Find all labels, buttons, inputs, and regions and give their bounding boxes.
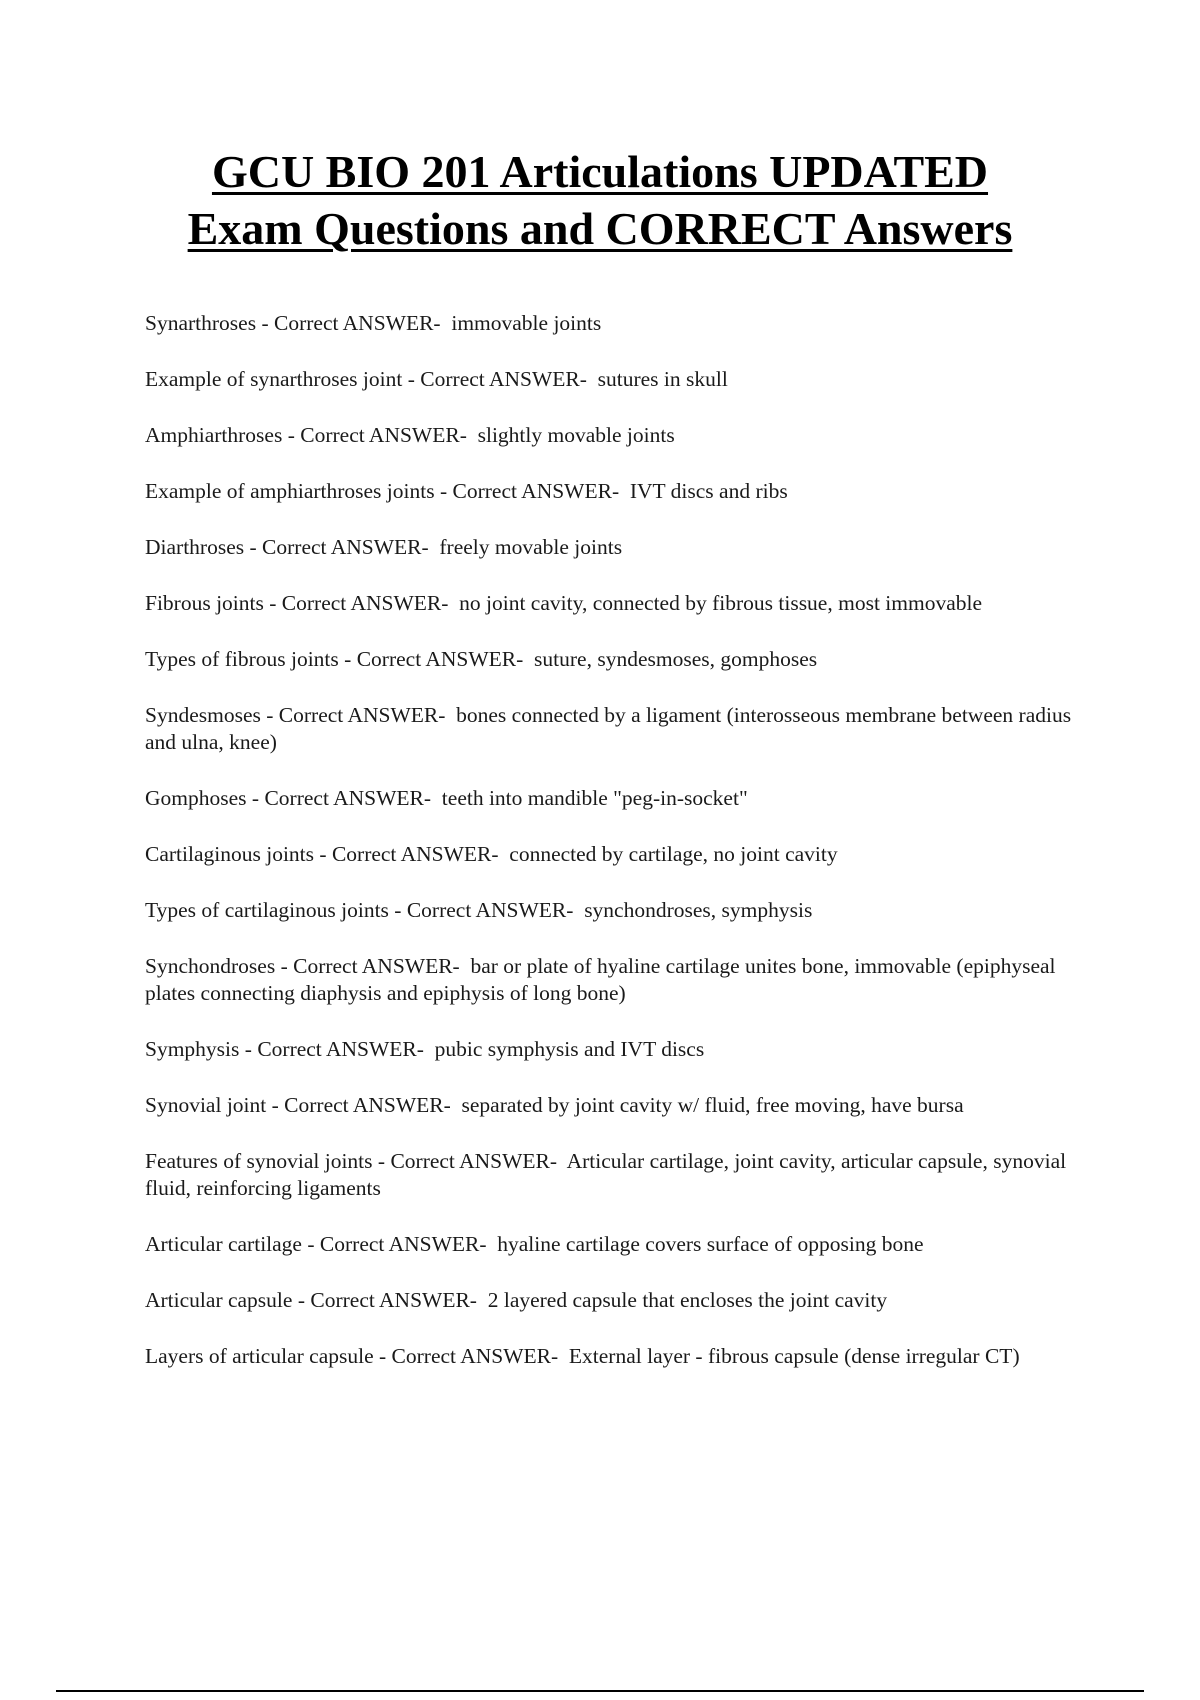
qa-entry: Symphysis - Correct ANSWER- pubic symphysis and IVT discs — [145, 1037, 705, 1061]
qa-entry: Articular cartilage - Correct ANSWER- hyaline cartilage covers surface of opposing bone — [145, 1232, 924, 1256]
qa-entry: Layers of articular capsule - Correct ANSWER- External layer - fibrous capsule (dense irregular CT) — [145, 1344, 1020, 1368]
qa-entry: Diarthroses - Correct ANSWER- freely movable joints — [145, 535, 623, 559]
qa-list — [145, 310, 1095, 1399]
entry-term: Synovial joint — [145, 1093, 267, 1117]
qa-entry: Synchondroses - Correct ANSWER- bar or plate of hyaline cartilage unites bone, immovable (epiphyseal plates connecting diaphysis and epiphysis of long bone) — [145, 954, 1056, 1005]
answer-marker: Correct ANSWER- — [420, 367, 587, 391]
entry-term: Diarthroses — [145, 535, 245, 559]
entry-term: Synchondroses — [145, 954, 276, 978]
entry-answer: hyaline cartilage covers surface of opposing bone — [497, 1232, 924, 1256]
entry-term: Symphysis — [145, 1037, 240, 1061]
answer-marker: Correct ANSWER- — [356, 647, 524, 671]
entry-term: Syndesmoses — [145, 703, 261, 727]
answer-marker: Correct ANSWER- — [310, 1288, 477, 1312]
answer-marker: Correct ANSWER- — [264, 786, 432, 810]
qa-entry: Gomphoses - Correct ANSWER- teeth into mandible "peg-in-socket" — [145, 786, 748, 810]
entry-term: Articular capsule — [145, 1288, 293, 1312]
entry-answer: IVT discs and ribs — [629, 479, 788, 503]
entry-term: Example of synarthroses joint — [145, 367, 403, 391]
entry-answer: separated by joint cavity w/ fluid, free moving, have bursa — [461, 1093, 964, 1117]
answer-marker: Correct ANSWER- — [300, 423, 467, 447]
qa-entry: Cartilaginous joints - Correct ANSWER- connected by cartilage, no joint cavity — [145, 842, 838, 866]
answer-marker: Correct ANSWER- — [391, 1344, 559, 1368]
qa-entry: Syndesmoses - Correct ANSWER- bones connected by a ligament (interosseous membrane between radius and ulna, knee) — [145, 703, 1072, 754]
entry-answer: synchondroses, symphysis — [584, 898, 813, 922]
entry-answer: bones connected by a ligament (interosseous membrane between radius and ulna, knee) — [145, 703, 1072, 754]
answer-marker: Correct ANSWER- — [319, 1232, 487, 1256]
answer-marker: Correct ANSWER- — [331, 842, 499, 866]
answer-marker: Correct ANSWER- — [274, 311, 441, 335]
entry-term: Articular cartilage — [145, 1232, 302, 1256]
qa-entry: Types of cartilaginous joints - Correct ANSWER- synchondroses, symphysis — [145, 898, 813, 922]
entry-answer: bar or plate of hyaline cartilage unites bone, immovable (epiphyseal plates connecting diaphysis and epiphysis of long bone) — [145, 954, 1056, 1005]
entry-term: Fibrous joints — [145, 591, 264, 615]
entry-term: Amphiarthroses — [145, 423, 283, 447]
qa-entry: Example of synarthroses joint - Correct ANSWER- sutures in skull — [145, 367, 728, 391]
qa-entry: Synovial joint - Correct ANSWER- separated by joint cavity w/ fluid, free moving, have bursa — [145, 1093, 964, 1117]
entry-term: Types of fibrous joints — [145, 647, 339, 671]
entry-answer: immovable joints — [451, 311, 602, 335]
entry-answer: suture, syndesmoses, gomphoses — [534, 647, 818, 671]
title-line-2: Exam Questions and CORRECT Answers — [187, 203, 1013, 254]
entry-answer: connected by cartilage, no joint cavity — [509, 842, 838, 866]
answer-marker: Correct ANSWER- — [278, 703, 446, 727]
entry-answer: External layer - fibrous capsule (dense irregular CT) — [568, 1344, 1020, 1368]
qa-entry: Articular capsule - Correct ANSWER- 2 layered capsule that encloses the joint cavity — [145, 1288, 888, 1312]
answer-marker: Correct ANSWER- — [257, 1037, 424, 1061]
document-title — [0, 143, 1200, 257]
entry-answer: teeth into mandible "peg-in-socket" — [441, 786, 748, 810]
entry-answer: freely movable joints — [439, 535, 623, 559]
answer-marker: Correct ANSWER- — [262, 535, 429, 559]
entry-answer: sutures in skull — [597, 367, 728, 391]
answer-marker: Correct ANSWER- — [452, 479, 620, 503]
answer-marker: Correct ANSWER- — [284, 1093, 451, 1117]
entry-answer: slightly movable joints — [477, 423, 675, 447]
entry-term: Synarthroses — [145, 311, 257, 335]
qa-entry: Example of amphiarthroses joints - Correct ANSWER- IVT discs and ribs — [145, 479, 788, 503]
qa-entry: Synarthroses - Correct ANSWER- immovable joints — [145, 311, 602, 335]
entry-term: Example of amphiarthroses joints — [145, 479, 435, 503]
title-line-1: GCU BIO 201 Articulations UPDATED — [211, 146, 989, 197]
qa-entry: Types of fibrous joints - Correct ANSWER- suture, syndesmoses, gomphoses — [145, 647, 818, 671]
qa-entry: Fibrous joints - Correct ANSWER- no joint cavity, connected by fibrous tissue, most immovable — [145, 591, 983, 615]
entry-term: Layers of articular capsule — [145, 1344, 374, 1368]
answer-marker: Correct ANSWER- — [390, 1149, 558, 1173]
entry-term: Features of synovial joints — [145, 1149, 373, 1173]
answer-marker: Correct ANSWER- — [293, 954, 460, 978]
footer-divider — [56, 1690, 1144, 1692]
qa-entry: Features of synovial joints - Correct ANSWER- Articular cartilage, joint cavity, articular capsule, synovial fluid, reinforcing ligaments — [145, 1149, 1067, 1200]
entry-term: Cartilaginous joints — [145, 842, 315, 866]
entry-term: Gomphoses — [145, 786, 247, 810]
answer-marker: Correct ANSWER- — [406, 898, 574, 922]
entry-answer: 2 layered capsule that encloses the joint cavity — [487, 1288, 888, 1312]
qa-entry: Amphiarthroses - Correct ANSWER- slightly movable joints — [145, 423, 675, 447]
entry-answer: pubic symphysis and IVT discs — [434, 1037, 705, 1061]
entry-answer: no joint cavity, connected by fibrous tissue, most immovable — [459, 591, 983, 615]
entry-term: Types of cartilaginous joints — [145, 898, 389, 922]
entry-answer: Articular cartilage, joint cavity, articular capsule, synovial fluid, reinforcing ligaments — [145, 1149, 1067, 1200]
answer-marker: Correct ANSWER- — [281, 591, 449, 615]
